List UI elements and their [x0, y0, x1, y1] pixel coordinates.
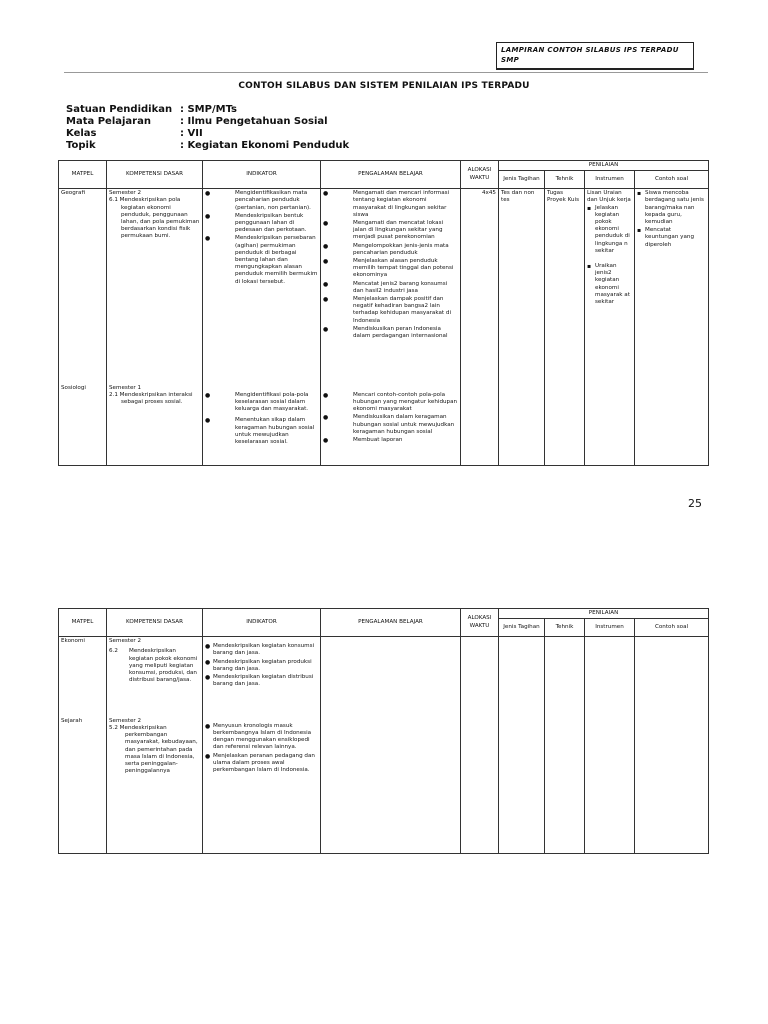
header-divider	[64, 72, 708, 73]
list-item	[205, 723, 318, 752]
cell-kd	[107, 717, 203, 854]
table-row-ekonomi	[59, 637, 709, 717]
kd-text: 6.1 Mendeskripsikan pola kegiatan ekonomi penduduk, penggunaan lahan, dan pola pemukiman berdasarkan kondisi fisik permukaan bumi.	[109, 197, 200, 240]
indikator-text: Mendeskripsikan kegiatan produksi barang dan jasa.	[213, 658, 312, 672]
header-penilaian: PENILAIAN	[499, 609, 709, 619]
list-item	[323, 414, 458, 436]
list-item	[205, 235, 318, 285]
table-row-geografi	[59, 189, 709, 384]
bullet-icon: ●	[323, 220, 329, 228]
bullet-icon: ●	[323, 296, 329, 304]
header-jenis: Jenis Tagihan	[499, 619, 545, 637]
bullet-icon: ●	[323, 391, 329, 399]
bullet-icon: ▪	[587, 204, 592, 212]
syllabus-meta	[66, 104, 349, 152]
meta-value: : Ilmu Pengetahuan Sosial	[180, 116, 328, 127]
cell-jenis	[499, 637, 545, 854]
pengalaman-text: Mencari contoh-contoh pola-pola hubungan yang mengatur kehidupan ekonomi masyarakat	[353, 391, 458, 413]
kd-text: Mendeskripsikan kegiatan pokok ekonomi yang meliputi kegiatan konsumsi, produksi, dan distribusi barang/jasa.	[129, 648, 198, 684]
cell-indikator	[203, 717, 321, 854]
list-item	[323, 220, 458, 242]
kd-semester: Semester 1	[109, 384, 142, 391]
pengalaman-text: Mencatat jenis2 barang konsumsi dan hasil2 industri jasa	[353, 280, 448, 294]
bullet-icon: ●	[205, 722, 211, 730]
list-item	[205, 213, 318, 235]
instrumen-text: Uraikan jenis2 kegiatan ekonomi masyarak at sekitar	[595, 263, 630, 306]
header-contoh: Contoh soal	[635, 619, 709, 637]
indikator-text: Mendeskripsikan persebaran (agihan) permukiman penduduk di berbagai bentang lahan dan mengungkapkan alasan penduduk memilih bermukim di lokasi tersebut.	[235, 235, 318, 285]
cell-matpel	[59, 189, 107, 384]
matpel-sosiologi: Sosiologi	[61, 384, 86, 391]
list-item	[323, 326, 458, 340]
kd-text: 2.1 Mendeskripsikan interaksi sebagai proses sosial.	[109, 391, 193, 406]
cell-matpel	[59, 384, 107, 466]
bullet-icon: ●	[323, 325, 329, 333]
list-item	[205, 643, 318, 657]
pengalaman-text: Mengamati dan mencari informasi tentang kegiatan ekonomi masyarakat di lingkungan sekitar siswa	[353, 190, 450, 218]
meta-row-mapel	[66, 116, 349, 128]
syllabus-table-1	[58, 160, 709, 466]
cell-indikator	[203, 384, 321, 466]
bullet-icon: ▪	[637, 227, 642, 235]
alokasi-value: 4x45	[482, 190, 496, 197]
pengalaman-text: Mengelompokkan jenis-jenis mata pencaharian penduduk	[353, 242, 449, 256]
header-pengalaman: PENGALAMAN BELAJAR	[321, 161, 461, 189]
cell-pengalaman	[321, 384, 461, 466]
page-number: 25	[688, 497, 702, 510]
header-tehnik: Tehnik	[545, 171, 585, 189]
kd-semester: Semester 2	[109, 638, 142, 645]
instrumen-head: Lisan Uraian dan Unjuk kerja	[587, 190, 631, 204]
cell-pengalaman	[321, 189, 461, 384]
header-indikator: INDIKATOR	[203, 161, 321, 189]
cell-matpel	[59, 717, 107, 854]
list-item	[323, 243, 458, 257]
header-instrumen: Instrumen	[585, 171, 635, 189]
list-item	[637, 190, 706, 226]
list-item	[205, 392, 318, 414]
header-alokasi: ALOKASI WAKTU	[461, 161, 499, 189]
cell-tehnik	[545, 189, 585, 466]
pengalaman-text: Menjelaskan dampak positif dan negatif kehadiran bangsa2 lain terhadap kehidupan masyarakat di Indonesia	[353, 296, 451, 324]
cell-indikator	[203, 637, 321, 717]
bullet-icon: ●	[323, 190, 329, 198]
list-item	[323, 392, 458, 414]
meta-value: : Kegiatan Ekonomi Penduduk	[180, 140, 350, 151]
indikator-text: Menyusun kronologis masuk berkembangnya Islam di Indonesia dengan menggunakan ensiklopedi dan referensi relevan lainnya.	[213, 722, 312, 751]
pengalaman-text: Menjelaskan alasan penduduk memilih tempat tinggal dan potensi ekonominya	[353, 258, 454, 279]
cell-contoh	[635, 637, 709, 854]
bullet-icon: ●	[205, 643, 211, 651]
list-item	[323, 437, 458, 444]
meta-value: : SMP/MTs	[180, 104, 238, 115]
list-item	[323, 296, 458, 325]
header-pengalaman: PENGALAMAN BELAJAR	[321, 609, 461, 637]
contoh-text: Siswa mencoba berdagang satu jenis barang/maka nan kepada guru, kemudian	[645, 190, 704, 226]
list-item	[205, 674, 318, 688]
bullet-icon: ▪	[587, 263, 592, 271]
jenis-value: Tes dan non tes	[501, 190, 535, 204]
kd-number: 6.2	[109, 648, 118, 655]
list-item	[323, 258, 458, 280]
pengalaman-text: Mengamati dan mencatat lokasi jalan di lingkungan sekitar yang menjadi pusat perekonomian	[353, 220, 444, 241]
bullet-icon: ●	[323, 436, 329, 444]
kd-text: 5.2 Mendeskripsikan perkembangan masyarakat, kebudayaan, dan pemerintahan pada masa Islam di Indonesia, serta peninggalan-peninggalannya	[109, 724, 198, 775]
kd-item	[109, 648, 200, 684]
meta-key: Kelas	[66, 128, 97, 139]
bullet-icon: ●	[205, 391, 211, 399]
header-tehnik: Tehnik	[545, 619, 585, 637]
bullet-icon: ●	[205, 417, 211, 425]
list-item	[637, 227, 706, 249]
indikator-text: Mengidentifikasi pola-pola keselarasan sosial dalam keluarga dan masyarakat.	[235, 391, 309, 413]
indikator-text: Mengidentifikasikan mata pencaharian penduduk (pertanian, non pertanian).	[235, 190, 311, 211]
instrumen-text: Jelaskan kegiatan pokok ekonomi penduduk di lingkunga n sekitar	[595, 204, 630, 254]
pengalaman-text: Membuat laporan	[353, 436, 403, 443]
cell-kd	[107, 384, 203, 466]
list-item	[587, 263, 632, 306]
tehnik-value: Tugas Proyek Kuis	[547, 190, 580, 204]
header-kompetensi: KOMPETENSI DASAR	[107, 609, 203, 637]
bullet-icon: ●	[323, 414, 329, 422]
cell-indikator	[203, 189, 321, 384]
list-item	[205, 753, 318, 775]
bullet-icon: ●	[205, 190, 211, 198]
cell-kd	[107, 637, 203, 717]
pengalaman-text: Mendiskusikan dalam keragaman hubungan sosial untuk mewujudkan keragaman hubungan sosial	[353, 414, 455, 435]
list-item	[587, 205, 632, 255]
meta-row-topik	[66, 140, 349, 152]
matpel-geografi: Geografi	[61, 190, 86, 197]
kd-semester: Semester 2	[109, 190, 142, 197]
matpel-sejarah: Sejarah	[61, 717, 83, 724]
indikator-text: Mendeskripsikan bentuk penggunaan lahan di pedesaan dan perkotaan.	[235, 212, 307, 234]
bullet-icon: ▪	[637, 190, 642, 198]
appendix-label-line2: SMP	[501, 56, 520, 64]
bullet-icon: ●	[205, 674, 211, 682]
header-matpel: MATPEL	[59, 609, 107, 637]
meta-row-kelas	[66, 128, 349, 140]
syllabus-table-2	[58, 608, 709, 854]
cell-tehnik	[545, 637, 585, 854]
cell-instrumen	[585, 189, 635, 466]
list-item	[323, 281, 458, 295]
indikator-text: Mendeskripsikan kegiatan konsumsi barang dan jasa.	[213, 643, 315, 657]
list-item	[205, 417, 318, 446]
meta-value: : VII	[180, 128, 203, 139]
meta-key: Mata Pelajaran	[66, 116, 151, 127]
header-jenis: Jenis Tagihan	[499, 171, 545, 189]
appendix-label-box	[496, 42, 694, 70]
bullet-icon: ●	[323, 258, 329, 266]
list-item	[323, 190, 458, 219]
header-matpel: MATPEL	[59, 161, 107, 189]
header-kompetensi: KOMPETENSI DASAR	[107, 161, 203, 189]
bullet-icon: ●	[323, 280, 329, 288]
header-indikator: INDIKATOR	[203, 609, 321, 637]
header-penilaian: PENILAIAN	[499, 161, 709, 171]
meta-row-satuan	[66, 104, 349, 116]
meta-key: Topik	[66, 140, 96, 151]
indikator-text: Menentukan sikap dalam keragaman hubungan sosial untuk mewujudkan keselarasan sosial.	[235, 417, 315, 445]
cell-pengalaman	[321, 637, 461, 854]
meta-key: Satuan Pendidikan	[66, 104, 173, 115]
cell-kd	[107, 189, 203, 384]
cell-matpel	[59, 637, 107, 717]
header-contoh: Contoh soal	[635, 171, 709, 189]
indikator-text: Menjelaskan peranan pedagang dan ulama dalam proses awal perkembangan Islam di Indonesia.	[213, 752, 315, 773]
matpel-ekonomi: Ekonomi	[61, 638, 85, 645]
contoh-text: Mencatat keuntungan yang diperoleh	[645, 227, 694, 248]
list-item	[205, 659, 318, 673]
bullet-icon: ●	[205, 752, 211, 760]
header-alokasi: ALOKASI WAKTU	[461, 609, 499, 637]
cell-alokasi	[461, 637, 499, 854]
bullet-icon: ●	[205, 658, 211, 666]
kd-semester: Semester 2	[109, 717, 142, 724]
list-item	[205, 190, 318, 212]
appendix-label-line1: LAMPIRAN CONTOH SILABUS IPS TERPADU	[501, 46, 679, 54]
bullet-icon: ●	[323, 242, 329, 250]
cell-contoh	[635, 189, 709, 466]
page-title: CONTOH SILABUS DAN SISTEM PENILAIAN IPS TERPADU	[238, 81, 530, 91]
pengalaman-text: Mendiskusikan peran Indonesia dalam perdagangan internasional	[353, 325, 448, 340]
cell-alokasi	[461, 189, 499, 466]
cell-instrumen	[585, 637, 635, 854]
indikator-text: Mendeskripsikan kegiatan distribusi barang dan jasa.	[213, 674, 314, 688]
cell-jenis	[499, 189, 545, 466]
bullet-icon: ●	[205, 212, 211, 220]
header-instrumen: Instrumen	[585, 619, 635, 637]
bullet-icon: ●	[205, 235, 211, 243]
